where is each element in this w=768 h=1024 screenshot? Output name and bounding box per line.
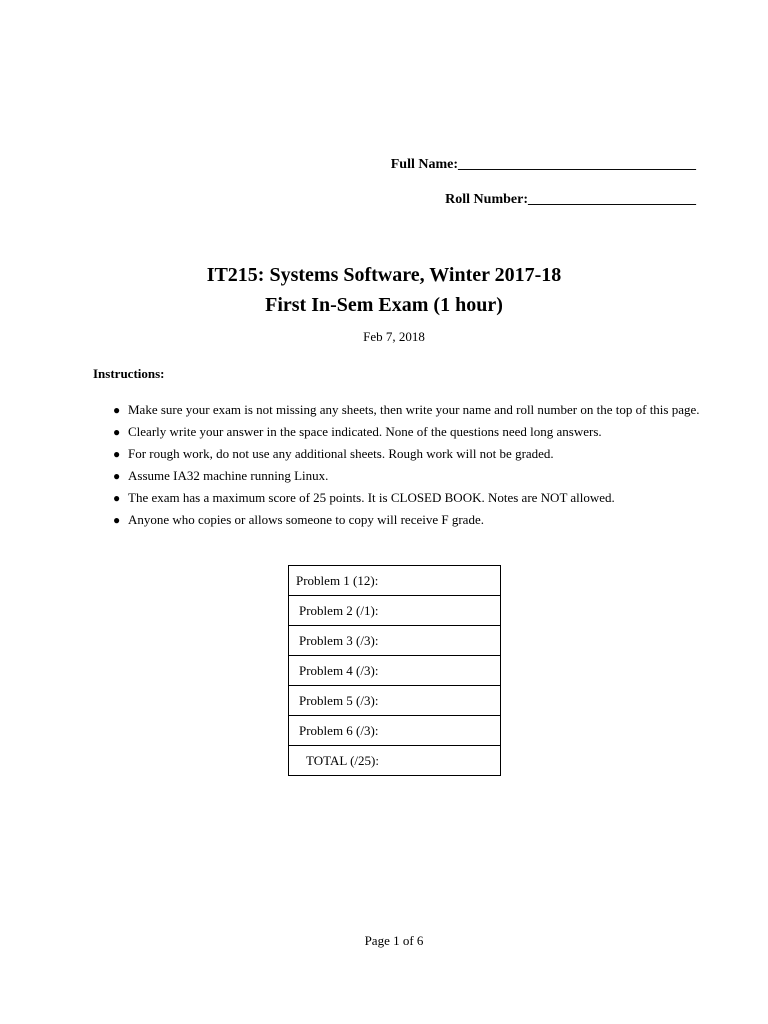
bullet-icon: ●: [113, 425, 121, 439]
score-row-problem-3[interactable]: Problem 3 (/3):: [289, 626, 500, 656]
roll-number-label: Roll Number:: [445, 192, 528, 207]
score-row-problem-1[interactable]: Problem 1 (12):: [289, 566, 500, 596]
instructions-list: [113, 402, 703, 534]
full-name-field[interactable]: [391, 157, 696, 173]
instruction-text: Make sure your exam is not missing any sheets, then write your name and roll number on the top of this page.: [128, 402, 700, 417]
roll-number-blank[interactable]: ________________________: [528, 192, 696, 207]
roll-number-field[interactable]: [445, 192, 696, 208]
bullet-icon: ●: [113, 491, 121, 505]
full-name-label: Full Name:: [390, 157, 458, 172]
exam-date: Feb 7, 2018: [363, 329, 425, 344]
score-row-problem-2[interactable]: Problem 2 (/1):: [289, 596, 500, 626]
bullet-icon: ●: [113, 447, 121, 461]
instruction-text: Anyone who copies or allows someone to copy will receive F grade.: [128, 512, 484, 527]
instruction-text: Clearly write your answer in the space indicated. None of the questions need long answers.: [128, 424, 602, 439]
score-table: [288, 565, 501, 776]
instruction-item: [113, 512, 703, 528]
instruction-text: Assume IA32 machine running Linux.: [128, 468, 329, 483]
score-row-problem-4[interactable]: Problem 4 (/3):: [289, 656, 500, 686]
score-row-total[interactable]: TOTAL (/25):: [289, 746, 500, 776]
instruction-text: The exam has a maximum score of 25 points. It is CLOSED BOOK. Notes are NOT allowed.: [128, 490, 615, 505]
instruction-item: [113, 446, 703, 462]
instruction-text: For rough work, do not use any additional sheets. Rough work will not be graded.: [128, 446, 554, 461]
instruction-item: [113, 424, 703, 440]
instructions-heading: Instructions:: [93, 366, 165, 381]
full-name-blank[interactable]: __________________________________: [458, 157, 696, 172]
bullet-icon: ●: [113, 469, 121, 483]
instruction-item: [113, 490, 703, 506]
exam-title: First In-Sem Exam (1 hour): [265, 294, 503, 316]
score-row-problem-6[interactable]: Problem 6 (/3):: [289, 716, 500, 746]
score-row-problem-5[interactable]: Problem 5 (/3):: [289, 686, 500, 716]
instruction-item: [113, 468, 703, 484]
bullet-icon: ●: [113, 513, 121, 527]
bullet-icon: ●: [113, 403, 121, 417]
page-number: Page 1 of 6: [364, 933, 424, 948]
instruction-item: [113, 402, 703, 418]
course-title: IT215: Systems Software, Winter 2017-18: [206, 264, 562, 286]
